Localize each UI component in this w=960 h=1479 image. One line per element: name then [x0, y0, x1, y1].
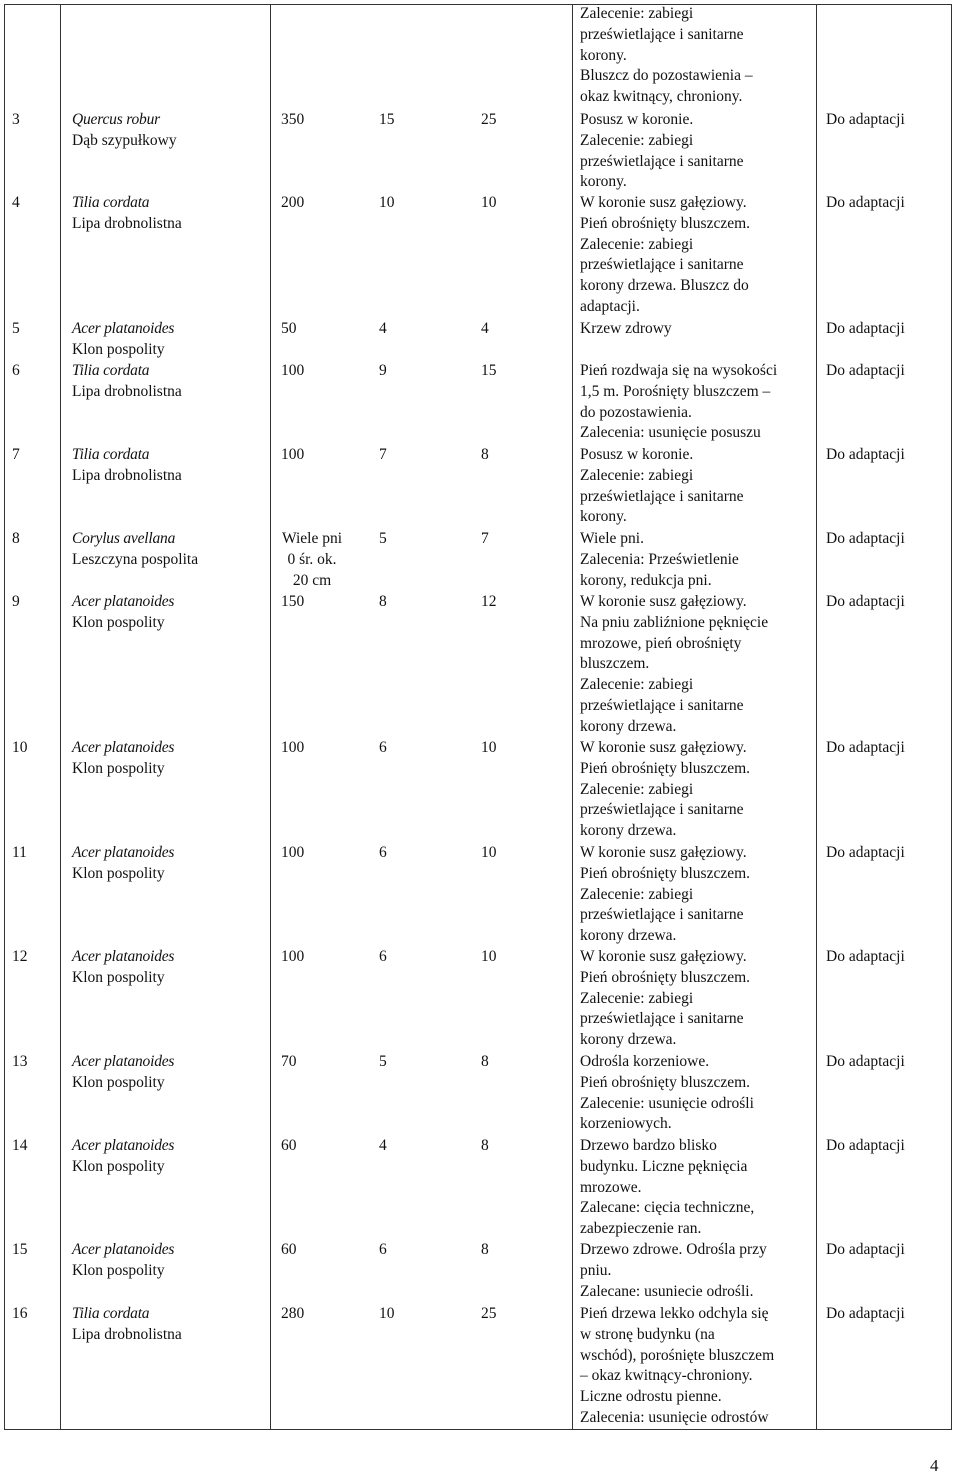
species-polish-name: Leszczyna pospolita [72, 551, 199, 568]
recommendation: Do adaptacji [826, 1305, 905, 1322]
species-polish-name: Klon pospolity [72, 1262, 165, 1279]
trunk-circumference: 100 [281, 948, 305, 965]
crown-diameter: 10 [481, 739, 497, 756]
crown-diameter: 7 [481, 530, 489, 547]
species-latin-name: Acer platanoides [72, 1053, 175, 1070]
species-latin-name: Acer platanoides [72, 948, 175, 965]
trunk-circumference: 100 [281, 844, 305, 861]
condition-notes: Posusz w koronie. Zalecenie: zabiegi prześwietlające i sanitarne korony. [580, 111, 744, 191]
species-polish-name: Lipa drobnolistna [72, 383, 182, 400]
previous-row-notes: Zalecenie: zabiegi prześwietlające i sanitarne korony. Bluszcz do pozostawienia – okaz kwitnący, chroniony. [580, 5, 753, 106]
trunk-circumference: Wiele pni 0 śr. ok. 20 cm [281, 530, 343, 589]
species-latin-name: Acer platanoides [72, 593, 175, 610]
crown-diameter: 10 [481, 194, 497, 211]
species-latin-name: Acer platanoides [72, 1137, 175, 1154]
species-polish-name: Klon pospolity [72, 865, 165, 882]
recommendation: Do adaptacji [826, 593, 905, 610]
condition-notes: W koronie susz gałęziowy. Pień obrośnięty bluszczem. Zalecenie: zabiegi prześwietlające i sanitarne korony drzewa. Bluszcz do adaptacji. [580, 194, 751, 315]
tree-number: 5 [12, 320, 20, 337]
recommendation: Do adaptacji [826, 1053, 905, 1070]
recommendation: Do adaptacji [826, 320, 905, 337]
column-divider [270, 4, 271, 1430]
column-divider [816, 4, 817, 1430]
condition-notes: W koronie susz gałęziowy. Pień obrośnięty bluszczem. Zalecenie: zabiegi prześwietlające i sanitarne korony drzewa. [580, 948, 751, 1049]
crown-diameter: 12 [481, 593, 497, 610]
trunk-circumference: 150 [281, 593, 305, 610]
crown-diameter: 10 [481, 844, 497, 861]
tree-height: 4 [379, 1137, 387, 1154]
tree-height: 9 [379, 362, 387, 379]
crown-diameter: 8 [481, 1241, 489, 1258]
trunk-circumference: 100 [281, 362, 305, 379]
crown-diameter: 4 [481, 320, 489, 337]
tree-number: 8 [12, 530, 20, 547]
trunk-circumference: 60 [281, 1241, 297, 1258]
species-polish-name: Klon pospolity [72, 969, 165, 986]
species-latin-name: Tilia cordata [72, 194, 150, 211]
tree-number: 12 [12, 948, 28, 965]
species-latin-name: Acer platanoides [72, 739, 175, 756]
tree-height: 10 [379, 194, 395, 211]
condition-notes: Drzewo bardzo blisko budynku. Liczne pęknięcia mrozowe. Zalecane: cięcia techniczne, zabezpieczenie ran. [580, 1137, 755, 1238]
tree-height: 5 [379, 1053, 387, 1070]
crown-diameter: 8 [481, 1053, 489, 1070]
species-polish-name: Klon pospolity [72, 614, 165, 631]
species-polish-name: Dąb szypułkowy [72, 132, 177, 149]
tree-number: 3 [12, 111, 20, 128]
tree-number: 16 [12, 1305, 28, 1322]
page-number: 4 [930, 1456, 939, 1475]
condition-notes: Pień drzewa lekko odchyla się w stronę budynku (na wschód), porośnięte bluszczem – okaz kwitnący-chroniony. Liczne odrostu pienne. Zalecenia: usunięcie odrostów [580, 1305, 775, 1426]
recommendation: Do adaptacji [826, 1137, 905, 1154]
species-polish-name: Lipa drobnolistna [72, 215, 182, 232]
crown-diameter: 25 [481, 1305, 497, 1322]
recommendation: Do adaptacji [826, 446, 905, 463]
species-polish-name: Klon pospolity [72, 341, 165, 358]
species-latin-name: Quercus robur [72, 111, 160, 128]
condition-notes: Odrośla korzeniowe. Pień obrośnięty bluszczem. Zalecenie: usunięcie odrośli korzeniowych. [580, 1053, 754, 1133]
tree-number: 11 [12, 844, 27, 861]
species-polish-name: Klon pospolity [72, 760, 165, 777]
tree-number: 9 [12, 593, 20, 610]
species-latin-name: Tilia cordata [72, 362, 150, 379]
tree-height: 8 [379, 593, 387, 610]
condition-notes: Posusz w koronie. Zalecenie: zabiegi prześwietlające i sanitarne korony. [580, 446, 744, 526]
recommendation: Do adaptacji [826, 530, 905, 547]
condition-notes: W koronie susz gałęziowy. Na pniu zabliźnione pęknięcie mrozowe, pień obrośnięty bluszczem. Zalecenie: zabiegi prześwietlające i sanitarne korony drzewa. [580, 593, 769, 735]
crown-diameter: 15 [481, 362, 497, 379]
trunk-circumference: 100 [281, 739, 305, 756]
recommendation: Do adaptacji [826, 194, 905, 211]
crown-diameter: 10 [481, 948, 497, 965]
crown-diameter: 8 [481, 446, 489, 463]
species-polish-name: Lipa drobnolistna [72, 1326, 182, 1343]
tree-height: 6 [379, 1241, 387, 1258]
tree-number: 13 [12, 1053, 28, 1070]
species-latin-name: Tilia cordata [72, 446, 150, 463]
crown-diameter: 8 [481, 1137, 489, 1154]
species-polish-name: Lipa drobnolistna [72, 467, 182, 484]
species-latin-name: Acer platanoides [72, 844, 175, 861]
recommendation: Do adaptacji [826, 1241, 905, 1258]
tree-number: 10 [12, 739, 28, 756]
crown-diameter: 25 [481, 111, 497, 128]
species-latin-name: Acer platanoides [72, 320, 175, 337]
tree-height: 6 [379, 844, 387, 861]
trunk-circumference: 100 [281, 446, 305, 463]
tree-number: 4 [12, 194, 20, 211]
species-polish-name: Klon pospolity [72, 1158, 165, 1175]
condition-notes: Pień rozdwaja się na wysokości 1,5 m. Porośnięty bluszczem – do pozostawienia. Zalecenia: usunięcie posuszu [580, 362, 778, 442]
column-divider [60, 4, 61, 1430]
tree-height: 6 [379, 948, 387, 965]
trunk-circumference: 70 [281, 1053, 297, 1070]
trunk-circumference: 50 [281, 320, 297, 337]
column-divider [572, 4, 573, 1430]
tree-height: 5 [379, 530, 387, 547]
species-latin-name: Tilia cordata [72, 1305, 150, 1322]
condition-notes: Krzew zdrowy [580, 320, 672, 337]
tree-number: 15 [12, 1241, 28, 1258]
tree-height: 10 [379, 1305, 395, 1322]
tree-height: 4 [379, 320, 387, 337]
species-latin-name: Acer platanoides [72, 1241, 175, 1258]
tree-height: 15 [379, 111, 395, 128]
tree-number: 7 [12, 446, 20, 463]
recommendation: Do adaptacji [826, 362, 905, 379]
condition-notes: W koronie susz gałęziowy. Pień obrośnięty bluszczem. Zalecenie: zabiegi prześwietlające i sanitarne korony drzewa. [580, 844, 751, 945]
trunk-circumference: 60 [281, 1137, 297, 1154]
condition-notes: Wiele pni. Zalecenia: Prześwietlenie korony, redukcja pni. [580, 530, 739, 589]
trunk-circumference: 350 [281, 111, 305, 128]
condition-notes: W koronie susz gałęziowy. Pień obrośnięty bluszczem. Zalecenie: zabiegi prześwietlające i sanitarne korony drzewa. [580, 739, 751, 840]
tree-height: 6 [379, 739, 387, 756]
species-polish-name: Klon pospolity [72, 1074, 165, 1091]
trunk-circumference: 200 [281, 194, 305, 211]
tree-number: 14 [12, 1137, 28, 1154]
species-latin-name: Corylus avellana [72, 530, 176, 547]
recommendation: Do adaptacji [826, 739, 905, 756]
recommendation: Do adaptacji [826, 111, 905, 128]
tree-number: 6 [12, 362, 20, 379]
trunk-circumference: 280 [281, 1305, 305, 1322]
condition-notes: Drzewo zdrowe. Odrośla przy pniu. Zalecane: usuniecie odrośli. [580, 1241, 767, 1300]
tree-height: 7 [379, 446, 387, 463]
recommendation: Do adaptacji [826, 844, 905, 861]
recommendation: Do adaptacji [826, 948, 905, 965]
